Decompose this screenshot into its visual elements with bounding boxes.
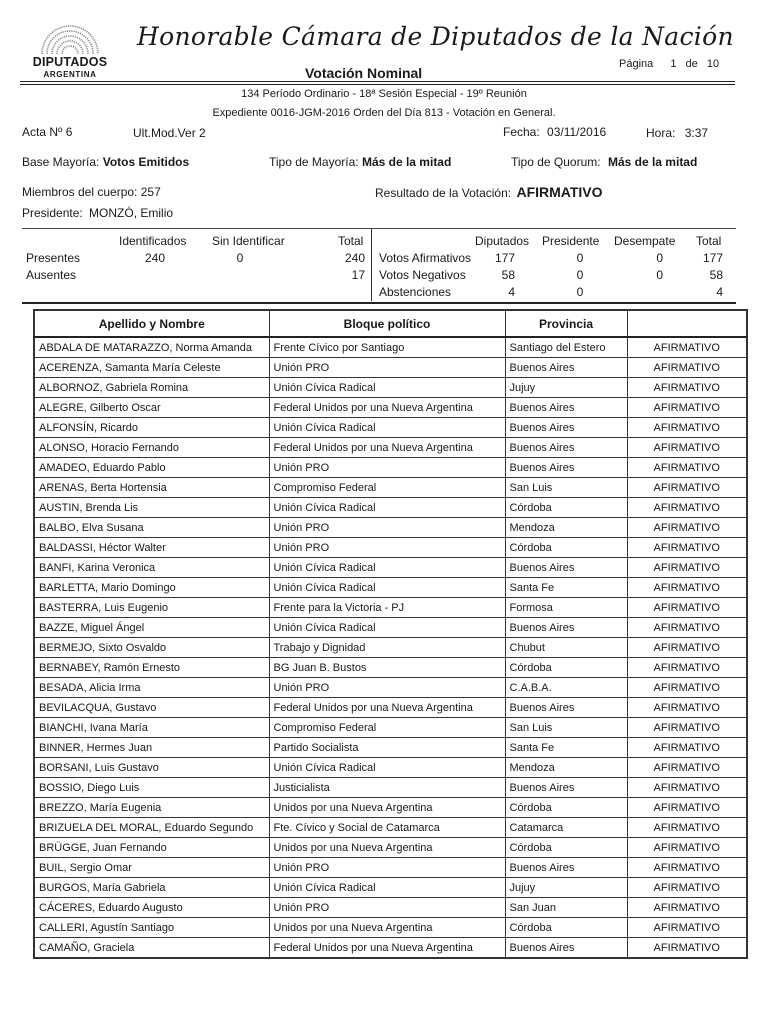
bloque-politico: Federal Unidos por una Nueva Argentina	[269, 398, 505, 418]
bloque-politico: Unión PRO	[269, 858, 505, 878]
bloque-politico: Compromiso Federal	[269, 478, 505, 498]
provincia: Córdoba	[505, 498, 627, 518]
bloque-politico: Unión Cívica Radical	[269, 378, 505, 398]
provincia: Buenos Aires	[505, 558, 627, 578]
provincia: Buenos Aires	[505, 458, 627, 478]
table-row	[34, 938, 747, 959]
votes-afirmativos-total: 177	[702, 251, 723, 265]
table-row	[34, 598, 747, 618]
table-row	[34, 658, 747, 678]
votes-negativos-diputados: 58	[501, 268, 515, 282]
hora-label: Hora:	[646, 126, 676, 140]
attendance-header-identificados: Identificados	[119, 234, 187, 248]
table-row	[34, 918, 747, 938]
provincia: Buenos Aires	[505, 858, 627, 878]
base-mayoria-field	[22, 155, 189, 169]
votes-abstenciones-presidente: 0	[576, 285, 584, 299]
hora-value: 3:37	[684, 126, 709, 140]
provincia: Buenos Aires	[505, 358, 627, 378]
table-row	[34, 418, 747, 438]
deputy-name: BRÜGGE, Juan Fernando	[34, 838, 269, 858]
bloque-politico: Unión Cívica Radical	[269, 498, 505, 518]
tipo-quorum-field	[511, 155, 697, 169]
provincia: Santa Fe	[505, 738, 627, 758]
provincia: Mendoza	[505, 758, 627, 778]
provincia: Mendoza	[505, 518, 627, 538]
bloque-politico: Federal Unidos por una Nueva Argentina	[269, 438, 505, 458]
vote-value: AFIRMATIVO	[627, 358, 747, 378]
provincia: Buenos Aires	[505, 418, 627, 438]
table-row	[34, 858, 747, 878]
resultado-value: AFIRMATIVO	[516, 184, 603, 200]
chamber-title: Honorable Cámara de Diputados de la Nación	[137, 22, 734, 51]
page-of-label: de	[685, 58, 698, 70]
vote-value: AFIRMATIVO	[627, 538, 747, 558]
provincia: Buenos Aires	[505, 698, 627, 718]
miembros-label: Miembros del cuerpo:	[22, 185, 138, 199]
acta-label: Acta Nº	[22, 125, 63, 139]
vote-value: AFIRMATIVO	[627, 398, 747, 418]
deputy-name: BINNER, Hermes Juan	[34, 738, 269, 758]
attendance-ausentes-total: 17	[351, 268, 365, 282]
deputy-name: BERNABEY, Ramón Ernesto	[34, 658, 269, 678]
provincia: Córdoba	[505, 918, 627, 938]
page-indicator	[619, 58, 719, 70]
bloque-politico: Unión Cívica Radical	[269, 878, 505, 898]
vote-value: AFIRMATIVO	[627, 838, 747, 858]
vote-value: AFIRMATIVO	[627, 758, 747, 778]
deputy-name: ARENAS, Berta Hortensia	[34, 478, 269, 498]
deputy-name: CALLERI, Agustín Santiago	[34, 918, 269, 938]
provincia: Buenos Aires	[505, 778, 627, 798]
deputy-name: ALONSO, Horacio Fernando	[34, 438, 269, 458]
table-row	[34, 458, 747, 478]
votes-afirmativos-presidente: 0	[576, 251, 584, 265]
table-row	[34, 738, 747, 758]
deputy-name: BALBO, Elva Susana	[34, 518, 269, 538]
deputy-name: ACERENZA, Samanta María Celeste	[34, 358, 269, 378]
presidente-label: Presidente:	[22, 206, 83, 220]
attendance-presentes-total: 240	[344, 251, 365, 265]
table-row	[34, 878, 747, 898]
votes-header-desempate: Desempate	[614, 234, 676, 248]
base-mayoria-label: Base Mayoría:	[22, 155, 100, 169]
expediente-line: Expediente 0016-JGM-2016 Orden del Día 813 - Votación en General.	[212, 107, 556, 119]
bloque-politico: Fte. Cívico y Social de Catamarca	[269, 818, 505, 838]
table-row	[34, 818, 747, 838]
bloque-politico: Justicialista	[269, 778, 505, 798]
vote-value: AFIRMATIVO	[627, 918, 747, 938]
provincia: C.A.B.A.	[505, 678, 627, 698]
votes-negativos-desempate: 0	[656, 268, 663, 282]
votes-row-label: Abstenciones	[379, 285, 452, 299]
bloque-politico: Trabajo y Dignidad	[269, 638, 505, 658]
votes-afirmativos-desempate: 0	[656, 251, 663, 265]
table-row	[34, 578, 747, 598]
summary-divider	[371, 228, 372, 301]
vote-value: AFIRMATIVO	[627, 658, 747, 678]
table-row	[34, 798, 747, 818]
table-row	[34, 398, 747, 418]
table-row	[34, 638, 747, 658]
tipo-quorum-label: Tipo de Quorum:	[511, 155, 601, 169]
table-row	[34, 498, 747, 518]
bloque-politico: Compromiso Federal	[269, 718, 505, 738]
vote-value: AFIRMATIVO	[627, 698, 747, 718]
bloque-politico: Unión PRO	[269, 358, 505, 378]
presidente-value: MONZÓ, Emilio	[89, 206, 174, 220]
attendance-presentes-identificados: 240	[144, 251, 166, 265]
bloque-politico: Frente Cívico por Santiago	[269, 337, 505, 358]
fecha-field	[503, 125, 606, 139]
vote-value: AFIRMATIVO	[627, 458, 747, 478]
table-row	[34, 718, 747, 738]
deputy-name: BOSSIO, Diego Luis	[34, 778, 269, 798]
page-total: 10	[706, 58, 720, 70]
column-header-provincia: Provincia	[505, 310, 627, 337]
bloque-politico: Unión PRO	[269, 518, 505, 538]
bloque-politico: Federal Unidos por una Nueva Argentina	[269, 698, 505, 718]
votes-abstenciones-total: 4	[716, 285, 723, 299]
table-row	[34, 758, 747, 778]
resultado-label: Resultado de la Votación:	[375, 186, 512, 200]
deputy-name: BORSANI, Luis Gustavo	[34, 758, 269, 778]
provincia: Santiago del Estero	[505, 337, 627, 358]
table-row	[34, 898, 747, 918]
hemicycle-icon	[38, 24, 102, 54]
vote-value: AFIRMATIVO	[627, 938, 747, 959]
vote-value: AFIRMATIVO	[627, 518, 747, 538]
provincia: Córdoba	[505, 658, 627, 678]
attendance-row-label: Ausentes	[26, 268, 77, 282]
table-row	[34, 678, 747, 698]
vote-value: AFIRMATIVO	[627, 418, 747, 438]
provincia: Córdoba	[505, 538, 627, 558]
bloque-politico: BG Juan B. Bustos	[269, 658, 505, 678]
vote-value: AFIRMATIVO	[627, 378, 747, 398]
vote-value: AFIRMATIVO	[627, 578, 747, 598]
votes-negativos-total: 58	[709, 268, 723, 282]
provincia: Córdoba	[505, 838, 627, 858]
provincia: San Luis	[505, 478, 627, 498]
document-subtitle: Votación Nominal	[305, 65, 423, 81]
votes-header-total: Total	[696, 234, 722, 248]
acta-field	[22, 125, 72, 139]
table-row	[34, 778, 747, 798]
table-header-row	[34, 310, 747, 337]
attendance-presentes-sin-identificar: 0	[236, 251, 244, 265]
header-divider	[20, 81, 735, 85]
resultado-field	[375, 184, 603, 200]
tipo-mayoria-value: Más de la mitad	[361, 155, 452, 169]
deputy-name: BALDASSI, Héctor Walter	[34, 538, 269, 558]
deputy-name: AMADEO, Eduardo Pablo	[34, 458, 269, 478]
provincia: Catamarca	[505, 818, 627, 838]
vote-value: AFIRMATIVO	[627, 778, 747, 798]
bloque-politico: Unión PRO	[269, 678, 505, 698]
page-label: Página	[619, 58, 654, 70]
vote-value: AFIRMATIVO	[627, 638, 747, 658]
provincia: Buenos Aires	[505, 938, 627, 959]
bloque-politico: Unión Cívica Radical	[269, 758, 505, 778]
bloque-politico: Frente para la Victoria - PJ	[269, 598, 505, 618]
vote-value: AFIRMATIVO	[627, 678, 747, 698]
provincia: Chubut	[505, 638, 627, 658]
bloque-politico: Unión Cívica Radical	[269, 578, 505, 598]
provincia: Santa Fe	[505, 578, 627, 598]
vote-value: AFIRMATIVO	[627, 738, 747, 758]
vote-value: AFIRMATIVO	[627, 558, 747, 578]
vote-value: AFIRMATIVO	[627, 898, 747, 918]
bloque-politico: Unión Cívica Radical	[269, 558, 505, 578]
table-row	[34, 518, 747, 538]
provincia: Jujuy	[505, 378, 627, 398]
column-header-voto	[627, 310, 747, 337]
bloque-politico: Unión PRO	[269, 458, 505, 478]
table-row	[34, 538, 747, 558]
deputy-name: BRIZUELA DEL MORAL, Eduardo Segundo	[34, 818, 269, 838]
version-text: Ult.Mod.Ver 2	[133, 126, 206, 140]
table-body	[34, 337, 747, 958]
deputy-name: ALBORNOZ, Gabriela Romina	[34, 378, 269, 398]
logo-sub-text: ARGENTINA	[43, 70, 97, 79]
votes-header-diputados: Diputados	[475, 234, 530, 248]
logo-main-text: DIPUTADOS	[32, 55, 108, 69]
table-row	[34, 558, 747, 578]
tipo-mayoria-field	[269, 155, 451, 169]
deputy-name: BREZZO, María Eugenia	[34, 798, 269, 818]
provincia: Córdoba	[505, 798, 627, 818]
provincia: Formosa	[505, 598, 627, 618]
votes-afirmativos-diputados: 177	[494, 251, 515, 265]
deputy-name: ALFONSÍN, Ricardo	[34, 418, 269, 438]
miembros-field	[22, 185, 161, 199]
provincia: Jujuy	[505, 878, 627, 898]
tipo-quorum-value: Más de la mitad	[607, 155, 698, 169]
provincia: Buenos Aires	[505, 398, 627, 418]
provincia: Buenos Aires	[505, 618, 627, 638]
vote-value: AFIRMATIVO	[627, 337, 747, 358]
bloque-politico: Unión PRO	[269, 898, 505, 918]
votes-row-label: Votos Afirmativos	[379, 251, 472, 265]
vote-value: AFIRMATIVO	[627, 498, 747, 518]
table-row	[34, 378, 747, 398]
deputy-name: BARLETTA, Mario Domingo	[34, 578, 269, 598]
attendance-row-label: Presentes	[26, 251, 81, 265]
column-header-nombre: Apellido y Nombre	[34, 310, 269, 337]
deputy-name: BANFI, Karina Veronica	[34, 558, 269, 578]
column-header-bloque: Bloque político	[269, 310, 505, 337]
vote-value: AFIRMATIVO	[627, 858, 747, 878]
provincia: San Luis	[505, 718, 627, 738]
fecha-label: Fecha:	[503, 125, 540, 139]
deputy-name: ALEGRE, Gilberto Oscar	[34, 398, 269, 418]
deputy-name: BIANCHI, Ivana María	[34, 718, 269, 738]
bloque-politico: Unión Cívica Radical	[269, 618, 505, 638]
deputy-name: BESADA, Alicia Irma	[34, 678, 269, 698]
fecha-value: 03/11/2016	[547, 125, 607, 139]
votes-header-presidente: Presidente	[542, 234, 600, 248]
deputy-name: ABDALA DE MATARAZZO, Norma Amanda	[34, 337, 269, 358]
bloque-politico: Unidos por una Nueva Argentina	[269, 838, 505, 858]
provincia: Buenos Aires	[505, 438, 627, 458]
attendance-header-sin-identificar: Sin Identificar	[212, 234, 285, 248]
deputy-name: BAZZE, Miguel Ángel	[34, 618, 269, 638]
bloque-politico: Unión Cívica Radical	[269, 418, 505, 438]
base-mayoria-value: Votos Emitidos	[102, 155, 190, 169]
presidente-field	[22, 206, 173, 220]
vote-value: AFIRMATIVO	[627, 818, 747, 838]
bloque-politico: Partido Socialista	[269, 738, 505, 758]
vote-value: AFIRMATIVO	[627, 878, 747, 898]
deputy-name: BEVILACQUA, Gustavo	[34, 698, 269, 718]
hora-field	[646, 126, 708, 140]
vote-value: AFIRMATIVO	[627, 618, 747, 638]
table-row	[34, 358, 747, 378]
page-number: 1	[670, 58, 677, 70]
deputy-name: BUIL, Sergio Omar	[34, 858, 269, 878]
votes-abstenciones-diputados: 4	[508, 285, 515, 299]
bloque-politico: Unidos por una Nueva Argentina	[269, 918, 505, 938]
vote-value: AFIRMATIVO	[627, 478, 747, 498]
acta-value: 6	[65, 125, 73, 139]
table-row	[34, 698, 747, 718]
attendance-header-total: Total	[338, 234, 364, 248]
table-row	[34, 438, 747, 458]
deputy-name: CÁCERES, Eduardo Augusto	[34, 898, 269, 918]
table-row	[34, 337, 747, 358]
miembros-value: 257	[140, 185, 161, 199]
deputy-name: AUSTIN, Brenda Lis	[34, 498, 269, 518]
deputy-name: BERMEJO, Sixto Osvaldo	[34, 638, 269, 658]
table-row	[34, 838, 747, 858]
table-row	[34, 478, 747, 498]
session-line: 134 Período Ordinario - 18ª Sesión Especial - 19º Reunión	[241, 88, 527, 100]
provincia: San Juan	[505, 898, 627, 918]
nominal-votes-table	[33, 309, 748, 959]
bloque-politico: Unidos por una Nueva Argentina	[269, 798, 505, 818]
deputy-name: BURGOS, María Gabriela	[34, 878, 269, 898]
vote-value: AFIRMATIVO	[627, 438, 747, 458]
tipo-mayoria-label: Tipo de Mayoría:	[269, 155, 359, 169]
deputy-name: BASTERRA, Luis Eugenio	[34, 598, 269, 618]
vote-value: AFIRMATIVO	[627, 598, 747, 618]
vote-value: AFIRMATIVO	[627, 718, 747, 738]
bloque-politico: Federal Unidos por una Nueva Argentina	[269, 938, 505, 959]
deputy-name: CAMAÑO, Graciela	[34, 938, 269, 959]
bloque-politico: Unión PRO	[269, 538, 505, 558]
table-row	[34, 618, 747, 638]
vote-value: AFIRMATIVO	[627, 798, 747, 818]
votes-row-label: Votos Negativos	[379, 268, 466, 282]
votes-negativos-presidente: 0	[576, 268, 584, 282]
